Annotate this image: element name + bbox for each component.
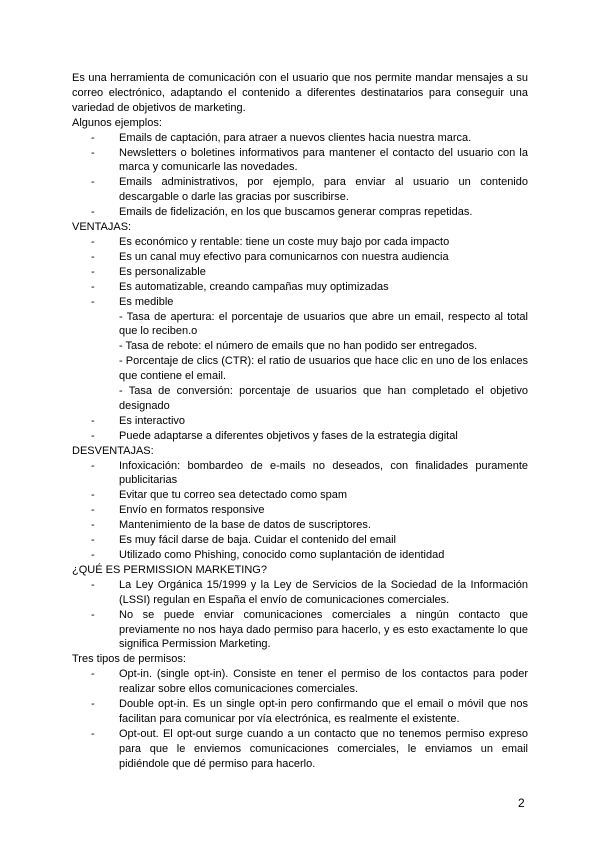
permission-heading: ¿QUÉ ES PERMISSION MARKETING?: [72, 563, 267, 576]
bullet-dash: -: [91, 727, 95, 740]
advantages-heading: VENTAJAS:: [72, 221, 132, 234]
metric-item: - Tasa de apertura: el porcentaje de usuarios que abre un email, respecto al total que lo reciben.o: [119, 310, 528, 338]
list-item: - Es automatizable, creando campañas muy optimizadas: [91, 280, 389, 293]
list-item: - La Ley Orgánica 15/1999 y la Ley de Servicios de la Sociedad de la Información (LSSI) regulan en España el envío de comunicaciones comerciales.: [91, 578, 528, 606]
bullet-dash: -: [91, 504, 95, 517]
bullet-dash: -: [91, 235, 95, 248]
bullet-dash: -: [91, 146, 95, 159]
list-item: - Es medible - Tasa de apertura: el porcentaje de usuarios que abre un email, respecto al total que lo reciben.o - Tasa de rebote: el número de emails que no han podido ser entregados. - Porcentaje de clics (CTR): el ratio de usuarios que hace clic en uno de los enlaces que contiene el email. - Tasa de conversión: porcentaje de usuarios que han completado el objetivo designado: [91, 295, 528, 412]
bullet-dash: -: [91, 414, 95, 427]
list-item: - Newsletters o boletines informativos para mantener el contacto del usuario con la marca y comunicarle las novedades.: [91, 146, 528, 174]
bullet-dash: -: [91, 429, 95, 442]
examples-list: [72, 131, 528, 220]
bullet-dash: -: [91, 176, 95, 189]
list-item: - No se puede enviar comunicaciones comerciales a ningún contacto que previamente no nos haya dado permiso para hacerlo, y es esto exactamente lo que significa Permission Marketing.: [91, 608, 528, 651]
disadvantages-heading: DESVENTAJAS:: [72, 444, 154, 457]
list-item: - Emails de captación, para atraer a nuevos clientes hacia nuestra marca.: [91, 131, 472, 144]
list-item: - Opt-out. El opt-out surge cuando a un contacto que no tenemos permiso expreso para que le enviemos comunicaciones comerciales, le enviamos un email pidiéndole que dé permiso para hacerlo.: [91, 727, 528, 770]
list-item: - Es un canal muy efectivo para comunicarnos con nuestra audiencia: [91, 250, 449, 263]
page-number: 2: [518, 796, 525, 810]
bullet-dash: -: [91, 578, 95, 591]
metric-item: - Porcentaje de clics (CTR): el ratio de usuarios que hace clic en uno de los enlaces que contiene el email.: [119, 355, 528, 383]
bullet-dash: -: [91, 295, 95, 308]
bullet-dash: -: [91, 608, 95, 621]
list-item: - Puede adaptarse a diferentes objetivos y fases de la estrategia digital: [91, 429, 458, 442]
permission-list: [72, 578, 528, 653]
bullet-dash: -: [91, 206, 95, 219]
metrics-list: [119, 310, 528, 414]
list-item: - Infoxicación: bombardeo de e-mails no deseados, con finalidades puramente publicitarias: [91, 459, 528, 487]
bullet-dash: -: [91, 668, 95, 681]
bullet-dash: -: [91, 489, 95, 502]
bullet-dash: -: [91, 250, 95, 263]
metric-item: - Tasa de conversión: porcentaje de usuarios que han completado el objetivo designado: [119, 385, 528, 412]
list-item: - Mantenimiento de la base de datos de suscriptores.: [91, 519, 371, 532]
document-page: [72, 71, 528, 772]
disadvantages-list: [72, 459, 528, 563]
list-item: - Opt-in. (single opt-in). Consiste en tener el permiso de los contactos para poder realizar sobre ellos comunicaciones comerciales.: [91, 668, 528, 696]
examples-heading: Algunos ejemplos:: [72, 116, 162, 129]
bullet-dash: -: [91, 459, 95, 472]
bullet-dash: -: [91, 131, 95, 144]
bullet-dash: -: [91, 280, 95, 293]
list-item: - Es interactivo: [91, 414, 186, 427]
list-item: - Emails administrativos, por ejemplo, para enviar al usuario un contenido descargable o darle las gracias por suscribirse.: [91, 176, 528, 204]
bullet-dash: -: [91, 265, 95, 278]
intro-paragraph: Es una herramienta de comunicación con el usuario que nos permite mandar mensajes a su correo electrónico, adaptando el contenido a diferentes destinatarios para conseguir una variedad de objetivos de marketing.: [72, 72, 528, 114]
list-item: - Emails de fidelización, en los que buscamos generar compras repetidas.: [91, 206, 473, 219]
list-item: - Evitar que tu correo sea detectado como spam: [91, 489, 348, 502]
types-heading: Tres tipos de permisos:: [72, 653, 186, 666]
list-item: - Double opt-in. Es un single opt-in pero confirmando que el email o móvil que nos facilitan para comunicar por vía electrónica, es realmente el existente.: [91, 698, 528, 725]
bullet-dash: -: [91, 698, 95, 711]
list-item: - Es muy fácil darse de baja. Cuidar el contenido del email: [91, 534, 396, 547]
bullet-dash: -: [91, 534, 95, 547]
advantages-list: [72, 235, 528, 444]
bullet-dash: -: [91, 549, 95, 561]
bullet-dash: -: [91, 519, 95, 532]
types-list: [72, 667, 528, 771]
list-item: - Es personalizable: [91, 265, 206, 278]
list-item: - Es económico y rentable: tiene un coste muy bajo por cada impacto: [91, 235, 450, 248]
metric-item: - Tasa de rebote: el número de emails que no han podido ser entregados.: [119, 340, 478, 353]
list-item: - Utilizado como Phishing, conocido como suplantación de identidad: [91, 549, 445, 561]
list-item: - Envío en formatos responsive: [91, 504, 265, 517]
